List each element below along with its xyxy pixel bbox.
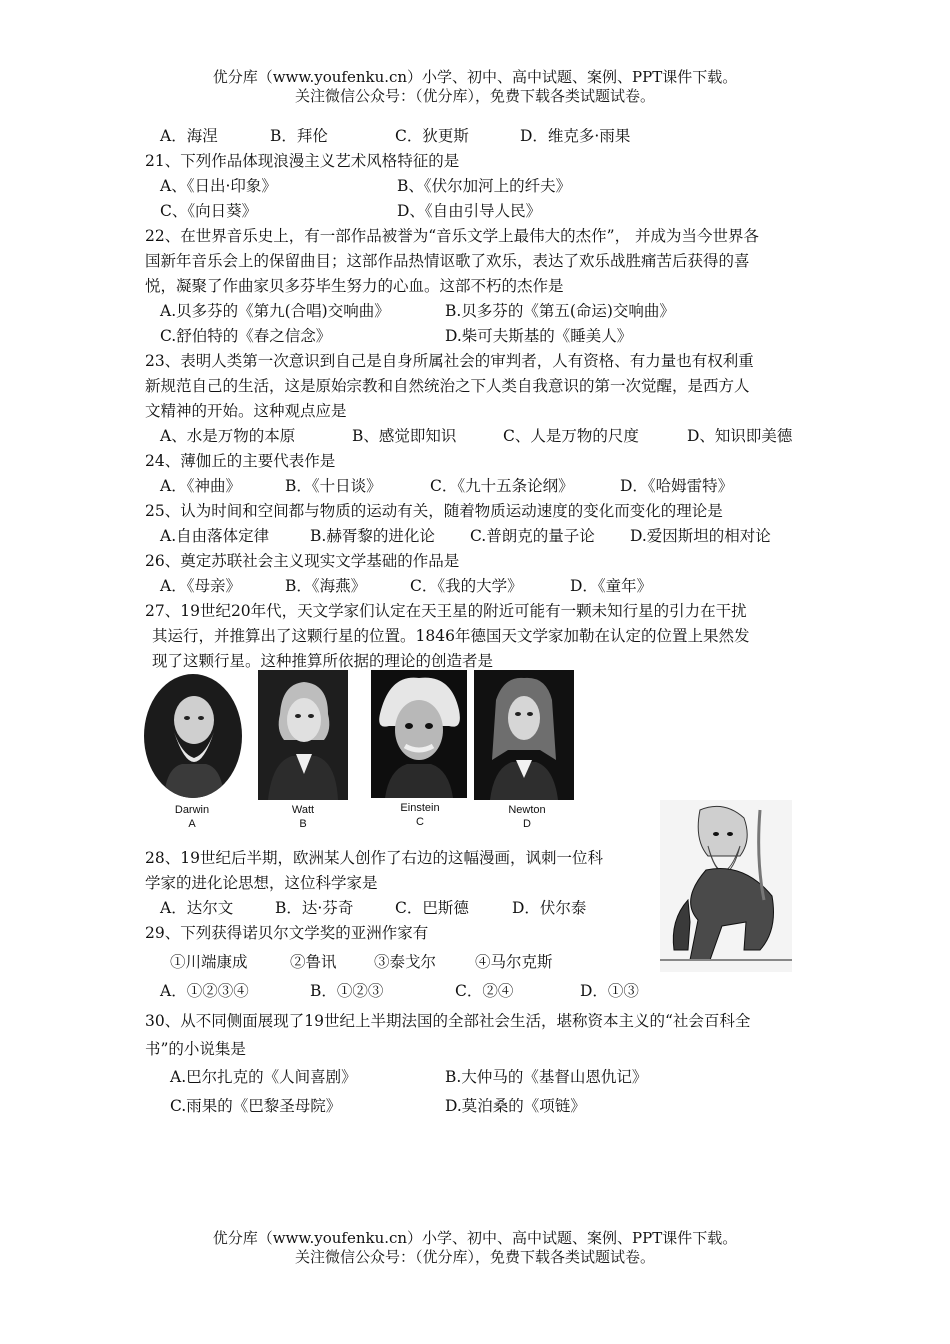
q26-stem: 26、奠定苏联社会主义现实文学基础的作品是 xyxy=(145,552,460,570)
q22-stem-line1: 22、在世界音乐史上，有一部作品被誉为“音乐文学上最伟大的杰作”， 并成为当今世界各 xyxy=(145,227,760,245)
q28-stem-line2: 学家的进化论思想，这位科学家是 xyxy=(145,874,378,892)
q23-option-c: C、人是万物的尺度 xyxy=(503,427,639,445)
q29-option-a: A．①②③④ xyxy=(160,982,249,1000)
q24-stem: 24、薄伽丘的主要代表作是 xyxy=(145,452,336,470)
q28-stem-line1: 28、19世纪后半期，欧洲某人创作了右边的这幅漫画，讽刺一位科 xyxy=(145,849,603,867)
caption-newton-letter: D xyxy=(523,818,531,830)
q20-option-b: B．拜伦 xyxy=(270,127,328,145)
q27-stem-line2: 其运行，并推算出了这颗行星的位置。1846年德国天文学家加勒在认定的位置上果然发 xyxy=(152,627,750,645)
q30-stem-line1: 30、从不同侧面展现了19世纪上半期法国的全部社会生活，堪称资本主义的“社会百科全 xyxy=(145,1012,751,1030)
portrait-watt xyxy=(258,670,348,800)
q20-option-a: A．海涅 xyxy=(160,127,218,145)
q25-option-c: C.普朗克的量子论 xyxy=(470,527,595,545)
caption-watt-name: Watt xyxy=(291,804,315,816)
q23-option-b: B、感觉即知识 xyxy=(352,427,457,445)
portrait-einstein xyxy=(371,670,467,798)
q22-stem-line2: 国新年音乐会上的保留曲目；这部作品热情讴歌了欢乐，表达了欢乐战胜痛苦后获得的喜 xyxy=(145,252,750,270)
q22-stem-line3: 悦，凝聚了作曲家贝多芬毕生努力的心血。这部不朽的杰作是 xyxy=(145,277,564,295)
q28-option-b: B．达·芬奇 xyxy=(275,899,354,917)
page-header-line1: 优分库（www.youfenku.cn）小学、初中、高中试题、案例、PPT课件下载。 xyxy=(212,68,738,86)
page-header-line2: 关注微信公众号：（优分库），免费下载各类试题试卷。 xyxy=(294,87,655,105)
q24-option-b: B．《十日谈》 xyxy=(285,477,382,495)
q20-option-c: C．狄更斯 xyxy=(395,127,469,145)
portrait-darwin xyxy=(144,674,242,798)
q29-item-1: ①川端康成 xyxy=(170,953,248,971)
darwin-ape-cartoon xyxy=(660,800,792,972)
q21-option-d: D、《自由引导人民》 xyxy=(397,202,542,220)
q21-stem: 21、下列作品体现浪漫主义艺术风格特征的是 xyxy=(145,152,460,170)
q28-option-d: D．伏尔泰 xyxy=(512,899,587,917)
q24-option-a: A．《神曲》 xyxy=(160,477,241,495)
q25-option-d: D.爱因斯坦的相对论 xyxy=(630,527,771,545)
page-footer-line1: 优分库（www.youfenku.cn）小学、初中、高中试题、案例、PPT课件下载。 xyxy=(212,1229,738,1247)
q24-option-d: D．《哈姆雷特》 xyxy=(620,477,734,495)
caption-newton-name: Newton xyxy=(508,804,546,816)
q21-option-b: B、《伏尔加河上的纤夫》 xyxy=(397,177,572,195)
q23-option-a: A、水是万物的本原 xyxy=(160,427,296,445)
portrait-newton xyxy=(474,670,574,800)
darwin-figure-icon xyxy=(144,674,242,798)
einstein-figure-icon xyxy=(371,670,467,798)
q20-option-d: D．维克多·雨果 xyxy=(520,127,631,145)
q24-option-c: C．《九十五条论纲》 xyxy=(430,477,574,495)
q22-option-b: B.贝多芬的《第五(命运)交响曲》 xyxy=(445,302,675,320)
q26-option-b: B．《海燕》 xyxy=(285,577,367,595)
q29-item-4: ④马尔克斯 xyxy=(475,953,553,971)
caption-darwin-letter: A xyxy=(188,818,196,830)
q25-stem: 25、认为时间和空间都与物质的运动有关，随着物质运动速度的变化而变化的理论是 xyxy=(145,502,723,520)
q22-option-d: D.柴可夫斯基的《睡美人》 xyxy=(445,327,633,345)
q30-option-a: A.巴尔扎克的《人间喜剧》 xyxy=(170,1068,357,1086)
q26-option-c: C．《我的大学》 xyxy=(410,577,523,595)
q23-stem-line3: 文精神的开始。这种观点应是 xyxy=(145,402,347,420)
q22-option-a: A.贝多芬的《第九(合唱)交响曲》 xyxy=(160,302,390,320)
q29-item-3: ③泰戈尔 xyxy=(374,953,437,971)
q30-stem-line2: 书”的小说集是 xyxy=(145,1040,246,1058)
caption-watt-letter: B xyxy=(299,818,307,830)
caption-darwin-name: Darwin xyxy=(174,804,210,816)
q27-stem-line3: 现了这颗行星。这种推算所依据的理论的创造者是 xyxy=(152,652,494,670)
q29-stem: 29、下列获得诺贝尔文学奖的亚洲作家有 xyxy=(145,924,429,942)
q21-option-c: C、《向日葵》 xyxy=(160,202,258,220)
q22-option-c: C.舒伯特的《春之信念》 xyxy=(160,327,332,345)
ape-caricature-icon xyxy=(660,800,792,972)
q25-option-a: A.自由落体定律 xyxy=(160,527,270,545)
q26-option-d: D．《童年》 xyxy=(570,577,653,595)
caption-einstein-name: Einstein xyxy=(400,802,440,814)
q30-option-d: D.莫泊桑的《项链》 xyxy=(445,1097,586,1115)
q29-option-c: C．②④ xyxy=(455,982,514,1000)
q28-option-a: A．达尔文 xyxy=(160,899,234,917)
q29-option-d: D．①③ xyxy=(580,982,639,1000)
q23-option-d: D、知识即美德 xyxy=(687,427,793,445)
q26-option-a: A．《母亲》 xyxy=(160,577,241,595)
q30-option-b: B.大仲马的《基督山恩仇记》 xyxy=(445,1068,648,1086)
q30-option-c: C.雨果的《巴黎圣母院》 xyxy=(170,1097,342,1115)
caption-einstein-letter: C xyxy=(416,816,424,828)
q28-option-c: C．巴斯德 xyxy=(395,899,469,917)
q21-option-a: A、《日出·印象》 xyxy=(160,177,277,195)
q23-stem-line1: 23、表明人类第一次意识到自己是自身所属社会的审判者，人有资格、有力量也有权利重 xyxy=(145,352,754,370)
watt-figure-icon xyxy=(258,670,348,800)
page-footer-line2: 关注微信公众号：（优分库），免费下载各类试题试卷。 xyxy=(294,1248,655,1266)
q23-stem-line2: 新规范自己的生活，这是原始宗教和自然统治之下人类自我意识的第一次觉醒，是西方人 xyxy=(145,377,750,395)
newton-figure-icon xyxy=(474,670,574,800)
q25-option-b: B.赫胥黎的进化论 xyxy=(310,527,435,545)
q29-option-b: B．①②③ xyxy=(310,982,384,1000)
q27-stem-line1: 27、19世纪20年代，天文学家们认定在天王星的附近可能有一颗未知行星的引力在干扰 xyxy=(145,602,747,620)
q29-item-2: ②鲁讯 xyxy=(290,953,337,971)
